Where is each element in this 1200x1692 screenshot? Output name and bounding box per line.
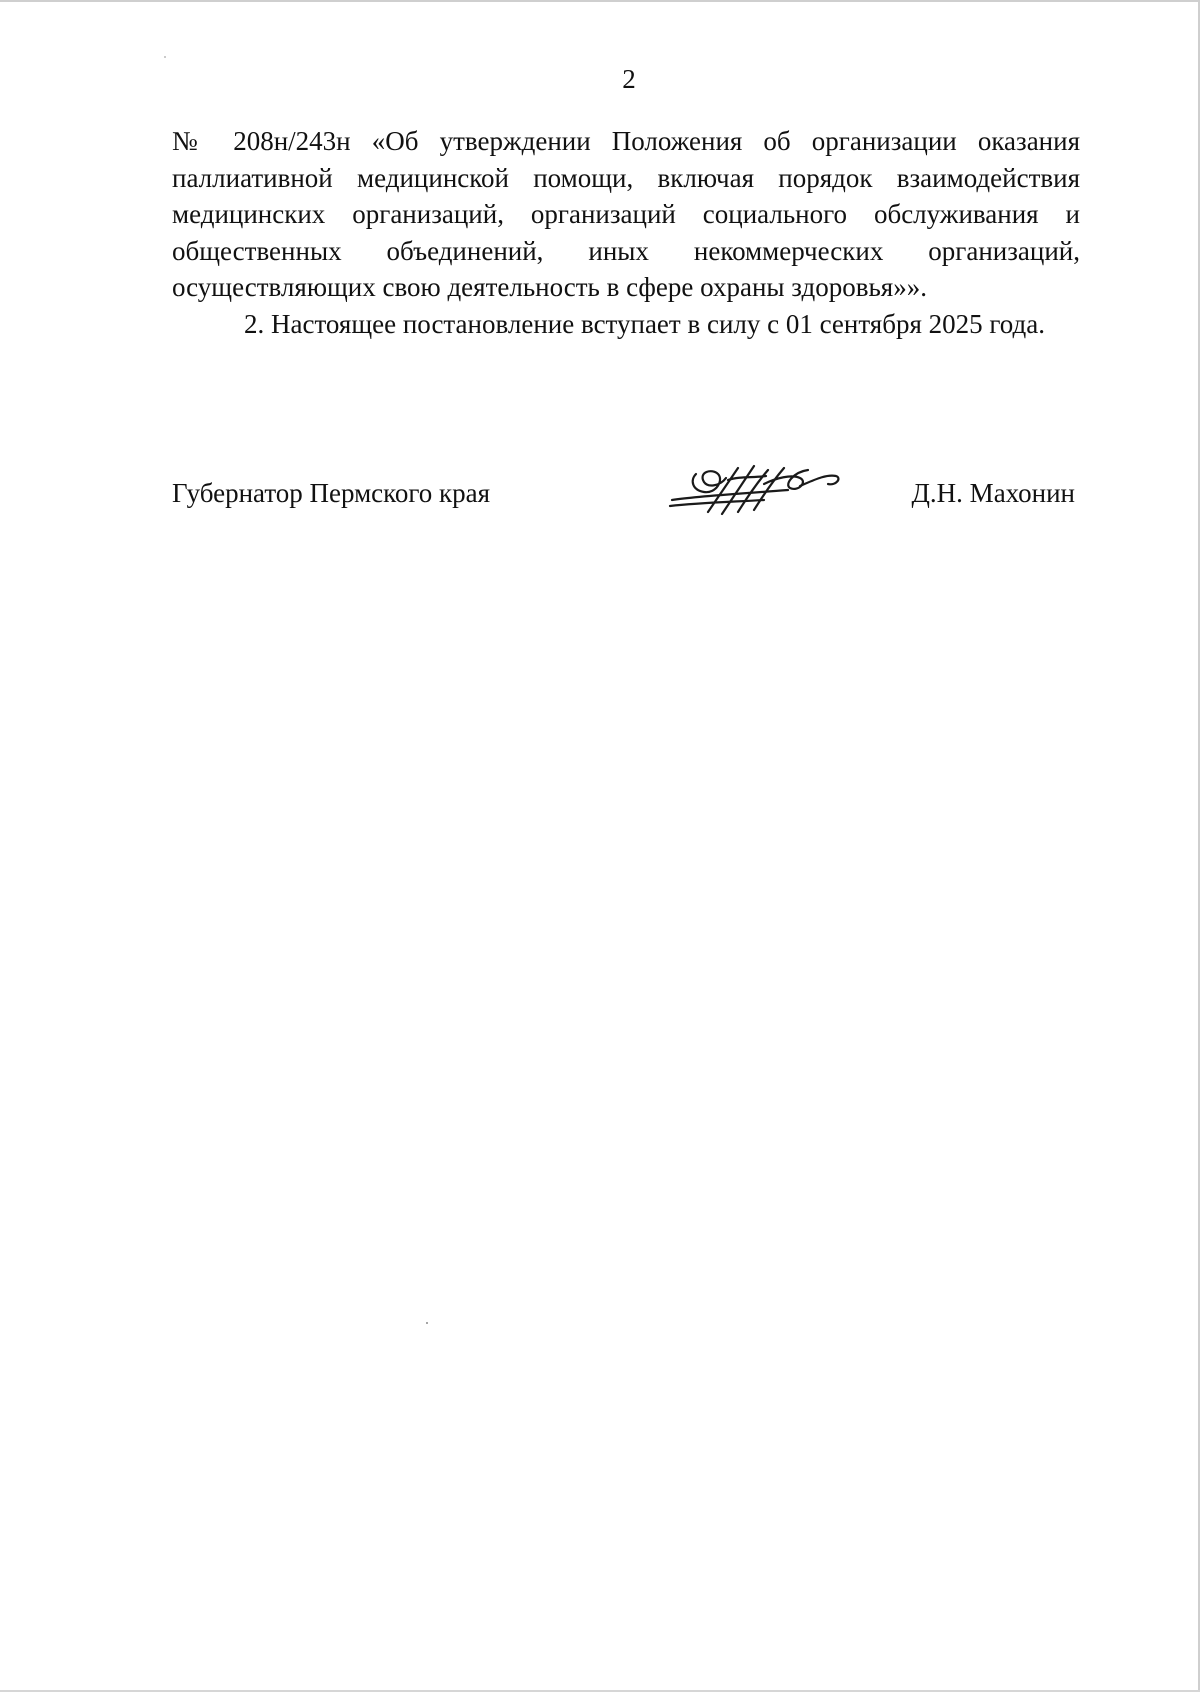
document-body xyxy=(172,123,1080,342)
handwritten-signature-icon xyxy=(668,456,848,518)
scan-speck xyxy=(426,1322,428,1324)
signatory-position: Губернатор Пермского края xyxy=(172,478,491,508)
paragraph-continuation: № 208н/243н «Об утверждении Положения об организации оказания паллиативной медицинской помощи, включая порядок взаимодействия медицинских организаций, организаций социального обслуживания и общественных объединений, иных некоммерческих организаций, осуществляющих свою деятельность в сфере охраны здоровья»». xyxy=(172,126,1080,302)
signature-block xyxy=(172,474,1080,534)
scan-speck xyxy=(164,56,166,58)
signatory-name: Д.Н. Махонин xyxy=(911,478,1075,508)
page-number: 2 xyxy=(622,64,636,94)
scan-edge-top xyxy=(0,0,1200,2)
paragraph-effective-date: 2. Настоящее постановление вступает в силу с 01 сентября 2025 года. xyxy=(244,308,1045,339)
